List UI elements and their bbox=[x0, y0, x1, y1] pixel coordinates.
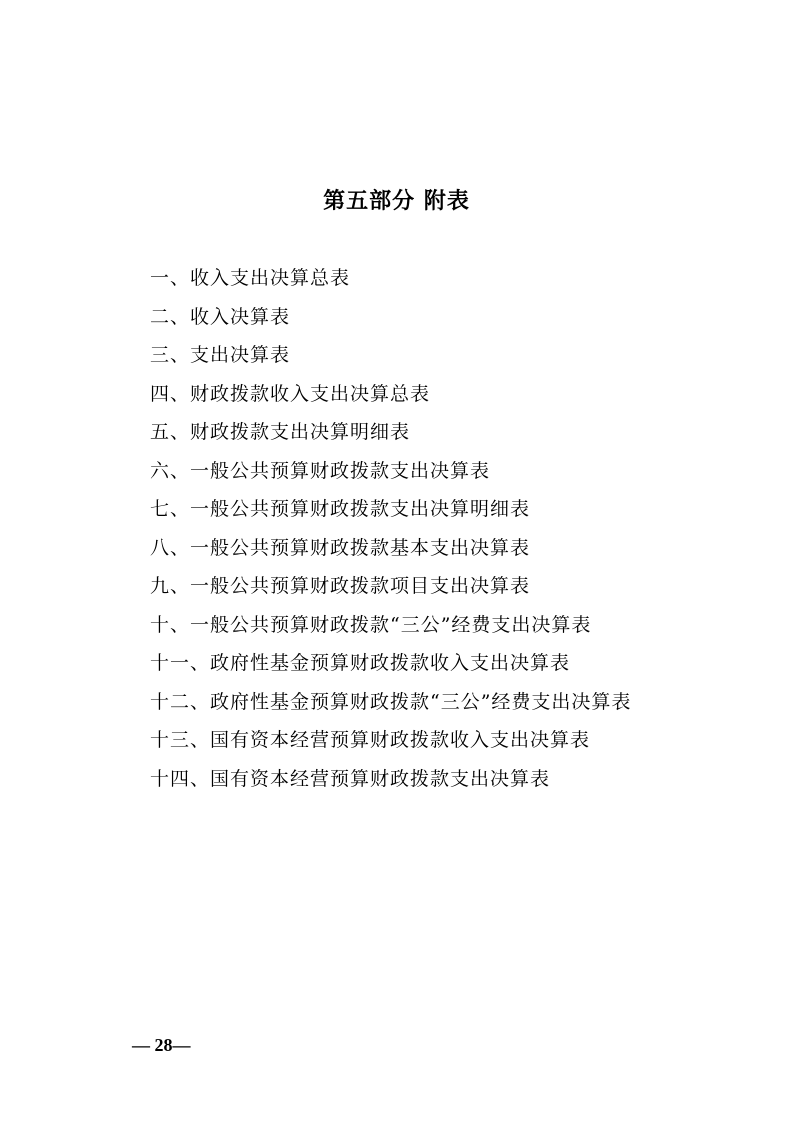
page-number: — 28— bbox=[132, 1035, 191, 1055]
toc-item: 九、一般公共预算财政拨款项目支出决算表 bbox=[150, 575, 531, 597]
appendix-table-list bbox=[150, 259, 631, 798]
toc-item: 五、财政拨款支出决算明细表 bbox=[150, 421, 411, 443]
toc-item: 十一、政府性基金预算财政拨款收入支出决算表 bbox=[150, 652, 571, 674]
page-title: 第五部分 附表 bbox=[323, 189, 470, 214]
toc-item: 七、一般公共预算财政拨款支出决算明细表 bbox=[150, 498, 531, 520]
toc-item: 一、收入支出决算总表 bbox=[150, 267, 351, 289]
toc-item: 三、支出决算表 bbox=[150, 344, 291, 366]
toc-item: 八、一般公共预算财政拨款基本支出决算表 bbox=[150, 536, 531, 559]
toc-item: 十四、国有资本经营预算财政拨款支出决算表 bbox=[150, 767, 551, 790]
toc-item: 十三、国有资本经营预算财政拨款收入支出决算表 bbox=[150, 729, 591, 751]
toc-item: 六、一般公共预算财政拨款支出决算表 bbox=[150, 459, 491, 482]
toc-item: 十二、政府性基金预算财政拨款“三公”经费支出决算表 bbox=[150, 690, 632, 713]
toc-item: 四、财政拨款收入支出决算总表 bbox=[150, 382, 431, 405]
toc-item: 十、一般公共预算财政拨款“三公”经费支出决算表 bbox=[150, 613, 592, 636]
toc-item: 二、收入决算表 bbox=[150, 305, 291, 328]
